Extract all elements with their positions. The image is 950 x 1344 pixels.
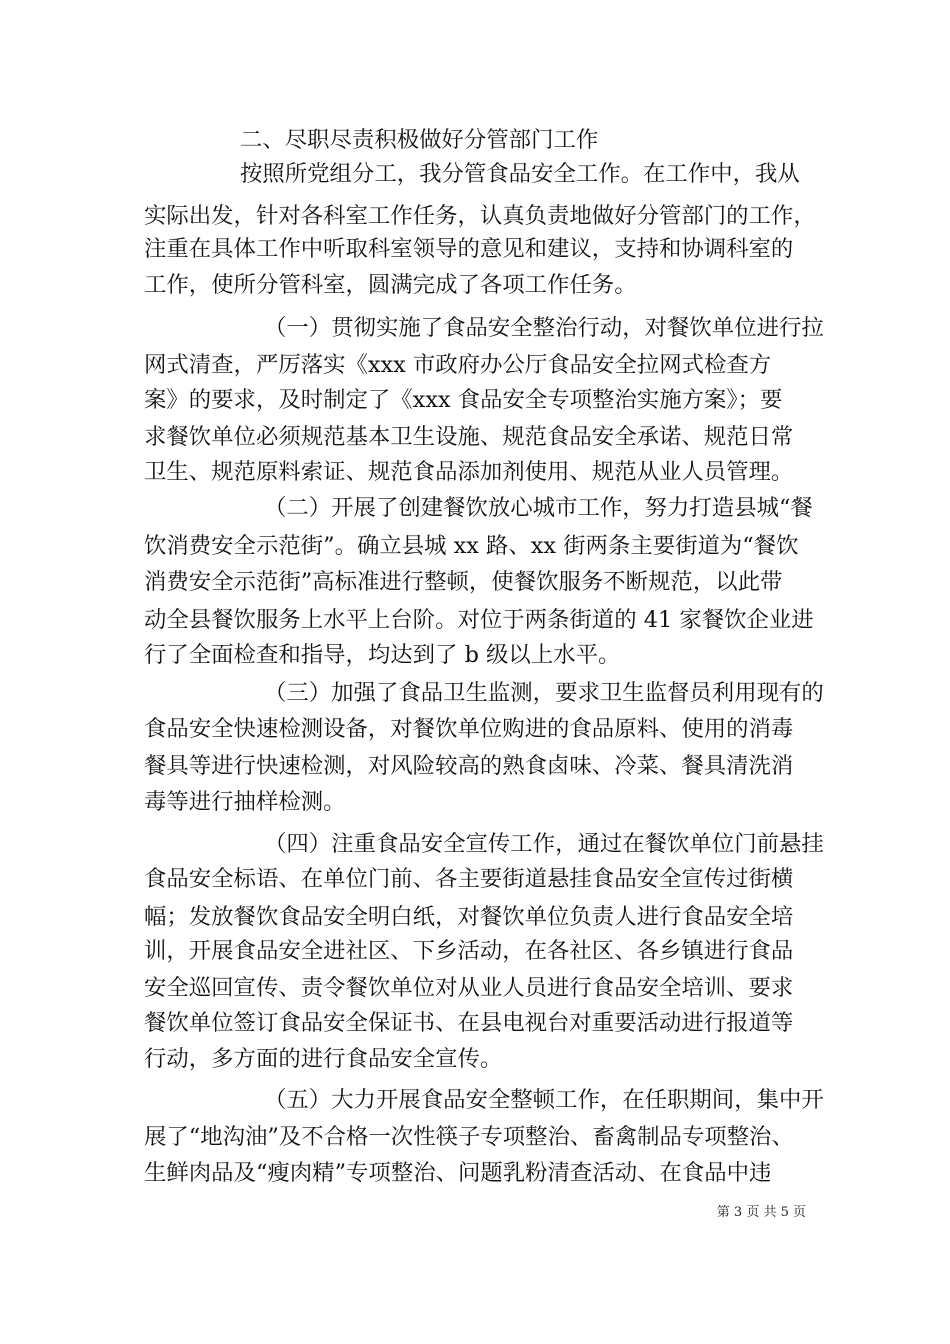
paragraph-2-line-1: （一）贯彻实施了食品安全整治行动，对餐饮单位进行拉	[264, 315, 824, 341]
paragraph-6-line-2: 展了“地沟油”及不合格一次性筷子专项整治、畜禽制品专项整治、	[144, 1124, 794, 1150]
section-heading: 二、尽职尽责积极做好分管部门工作	[240, 127, 599, 153]
paragraph-1-line-2: 实际出发，针对各科室工作任务，认真负责地做好分管部门的工作，	[144, 203, 816, 229]
paragraph-5-line-2: 食品安全标语、在单位门前、各主要街道悬挂食品安全宣传过街横	[144, 866, 794, 892]
paragraph-4-line-3: 餐具等进行快速检测，对风险较高的熟食卤味、冷菜、餐具清洗消	[144, 753, 794, 779]
paragraph-2-line-5: 卫生、规范原料索证、规范食品添加剂使用、规范从业人员管理。	[144, 459, 794, 485]
paragraph-2-line-2: 网式清查，严厉落实《xxx 市政府办公厅食品安全拉网式检查方	[144, 352, 772, 378]
paragraph-1-line-1: 按照所党组分工，我分管食品安全工作。在工作中，我从	[240, 161, 800, 187]
paragraph-5-line-1: （四）注重食品安全宣传工作，通过在餐饮单位门前悬挂	[264, 831, 824, 857]
paragraph-3-line-3: 消费安全示范街”高标准进行整顿，使餐饮服务不断规范，以此带	[144, 569, 783, 595]
page-number-footer: 第 3 页 共 5 页	[716, 1205, 806, 1220]
paragraph-5-line-5: 安全巡回宣传、责令餐饮单位对从业人员进行食品安全培训、要求	[144, 975, 794, 1001]
paragraph-4-line-1: （三）加强了食品卫生监测，要求卫生监督员利用现有的	[264, 680, 824, 706]
paragraph-3-line-5: 行了全面检查和指导，均达到了 b 级以上水平。	[144, 642, 621, 668]
paragraph-6-line-1: （五）大力开展食品安全整顿工作，在任职期间，集中开	[264, 1087, 824, 1113]
paragraph-5-line-3: 幅；发放餐饮食品安全明白纸，对餐饮单位负责人进行食品安全培	[144, 904, 794, 930]
paragraph-2-line-3: 案》的要求，及时制定了《xxx 食品安全专项整治实施方案》；要	[144, 387, 783, 413]
paragraph-5-line-6: 餐饮单位签订食品安全保证书、在县电视台对重要活动进行报道等	[144, 1010, 794, 1036]
paragraph-3-line-4: 动全县餐饮服务上水平上台阶。对位于两条街道的 41 家餐饮企业进	[144, 607, 814, 633]
paragraph-4-line-4: 毒等进行抽样检测。	[144, 789, 346, 815]
paragraph-2-line-4: 求餐饮单位必须规范基本卫生设施、规范食品安全承诺、规范日常	[144, 424, 794, 450]
paragraph-4-line-2: 食品安全快速检测设备，对餐饮单位购进的食品原料、使用的消毒	[144, 716, 794, 742]
paragraph-6-line-3: 生鲜肉品及“瘦肉精”专项整治、问题乳粉清查活动、在食品中违	[144, 1160, 772, 1186]
paragraph-1-line-3: 注重在具体工作中听取科室领导的意见和建议，支持和协调科室的	[144, 236, 794, 262]
paragraph-1-line-4: 工作，使所分管科室，圆满完成了各项工作任务。	[144, 272, 637, 298]
paragraph-3-line-2: 饮消费安全示范街”。确立县城 xx 路、xx 街两条主要街道为“餐饮	[144, 533, 799, 559]
paragraph-5-line-4: 训，开展食品安全进社区、下乡活动，在各社区、各乡镇进行食品	[144, 938, 794, 964]
paragraph-3-line-1: （二）开展了创建餐饮放心城市工作，努力打造县城“餐	[264, 495, 813, 521]
paragraph-5-line-7: 行动，多方面的进行食品安全宣传。	[144, 1046, 503, 1072]
